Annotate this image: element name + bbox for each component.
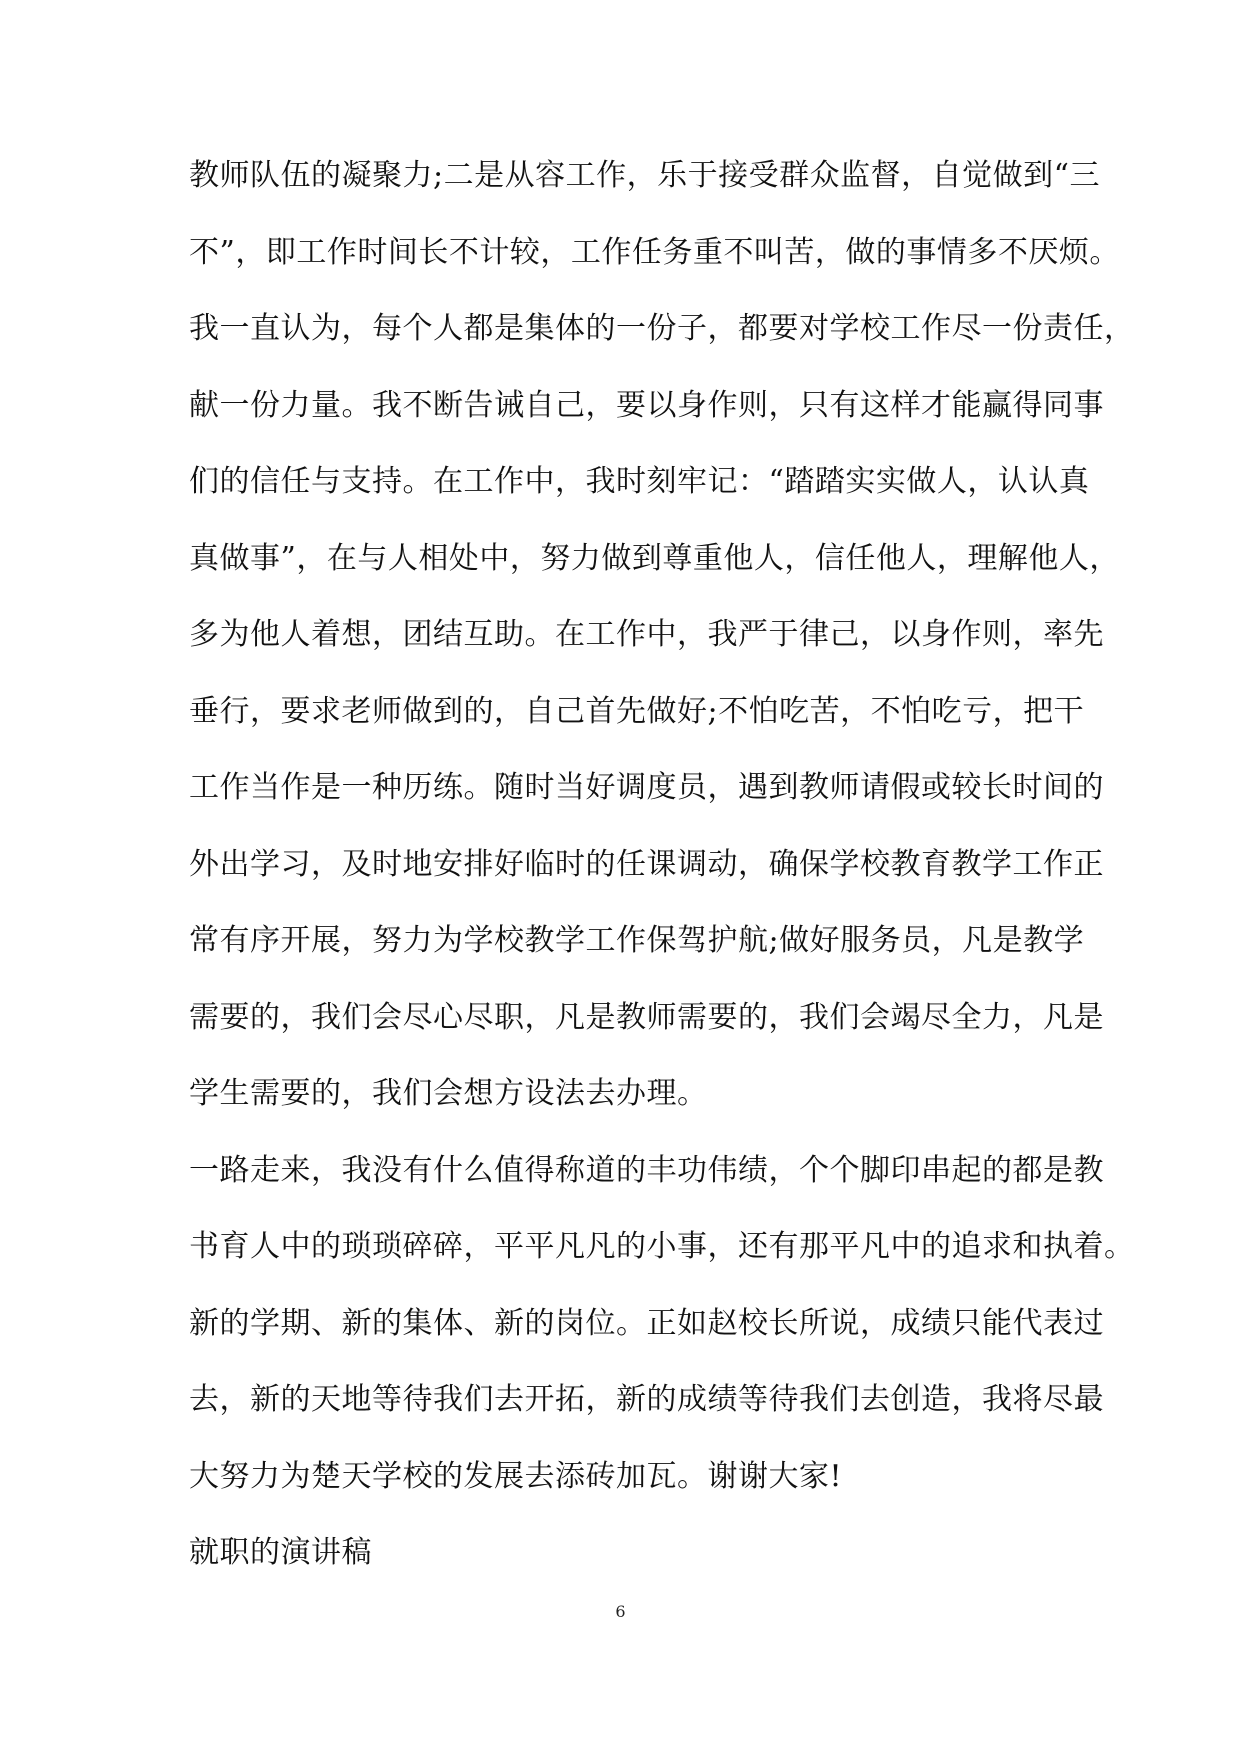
text-line: 献一份力量。我不断告诫自己，要以身作则，只有这样才能赢得同事 xyxy=(189,387,1104,423)
text-line: 外出学习，及时地安排好临时的任课调动，确保学校教育教学工作正 xyxy=(189,846,1104,882)
text-line: 需要的，我们会尽心尽职，凡是教师需要的，我们会竭尽全力，凡是 xyxy=(189,999,1104,1035)
text-line: 书育人中的琐琐碎碎，平平凡凡的小事，还有那平凡中的追求和执着。 xyxy=(189,1229,1135,1264)
section-title: 就职的演讲稿 xyxy=(189,1535,372,1570)
text-line: 一路走来，我没有什么值得称道的丰功伟绩，个个脚印串起的都是教 xyxy=(189,1152,1104,1188)
text-line: 真做事”，在与人相处中，努力做到尊重他人，信任他人，理解他人， xyxy=(189,540,1120,576)
text-line: 新的学期、新的集体、新的岗位。正如赵校长所说，成绩只能代表过 xyxy=(189,1305,1104,1341)
text-line: 去，新的天地等待我们去开拓，新的成绩等待我们去创造，我将尽最 xyxy=(189,1382,1104,1417)
text-line: 垂行，要求老师做到的，自己首先做好;不怕吃苦，不怕吃亏，把干 xyxy=(189,693,1085,729)
text-line: 教师队伍的凝聚力;二是从容工作，乐于接受群众监督，自觉做到“三 xyxy=(189,158,1100,193)
text-line: 工作当作是一种历练。随时当好调度员，遇到教师请假或较长时间的 xyxy=(189,770,1104,805)
body-text xyxy=(189,138,1135,1592)
text-line: 们的信任与支持。在工作中，我时刻牢记：“踏踏实实做人，认认真 xyxy=(189,464,1090,499)
text-line: 常有序开展，努力为学校教学工作保驾护航;做好服务员，凡是教学 xyxy=(189,923,1085,958)
text-line: 大努力为楚天学校的发展去添砖加瓦。谢谢大家! xyxy=(189,1458,843,1494)
text-line: 学生需要的，我们会想方设法去办理。 xyxy=(189,1076,708,1111)
text-line: 多为他人着想，团结互助。在工作中，我严于律己，以身作则，率先 xyxy=(189,617,1104,652)
page-number: 6 xyxy=(615,1602,626,1621)
text-line: 不”，即工作时间长不计较，工作任务重不叫苦，做的事情多不厌烦。 xyxy=(189,234,1120,270)
text-line: 我一直认为，每个人都是集体的一份子，都要对学校工作尽一份责任， xyxy=(189,311,1135,346)
